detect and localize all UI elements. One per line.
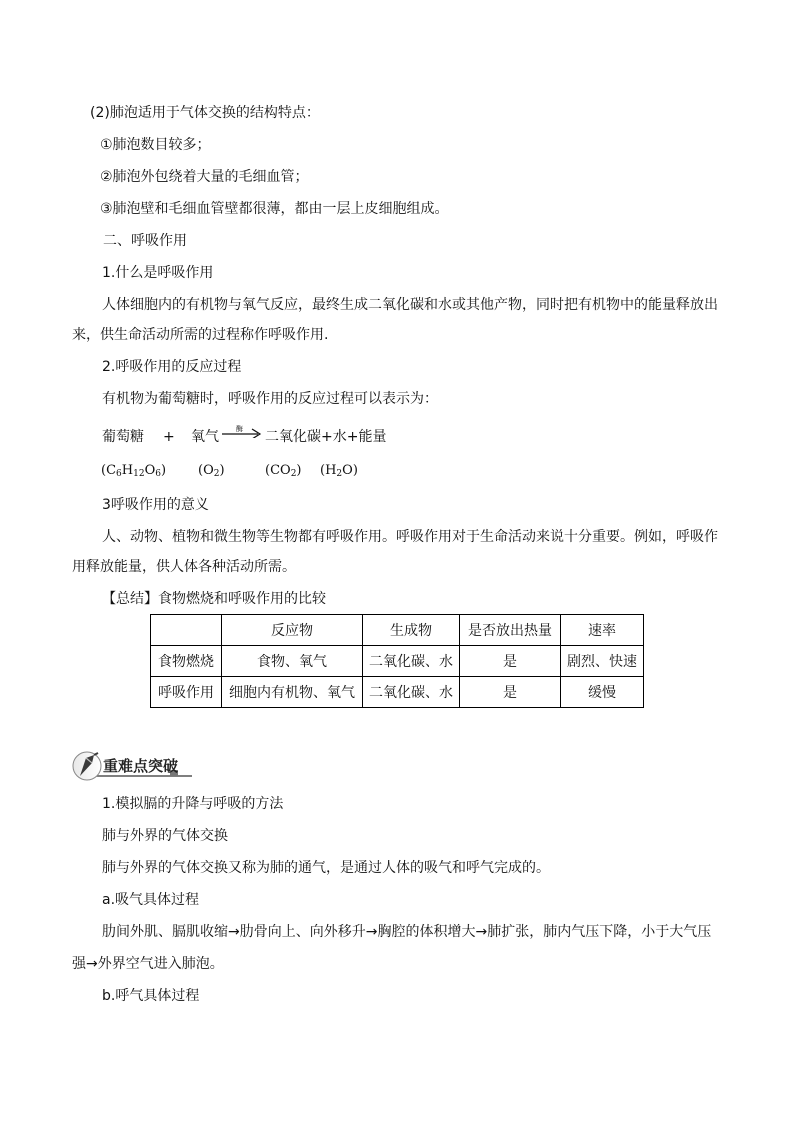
formula-glucose: $(C_6H_{12}O_6)$ xyxy=(101,463,167,479)
section-heading: 二、呼吸作用 xyxy=(103,233,187,249)
definition-line: 人体细胞内的有机物与氧气反应，最终生成二氧化碳和水或其他产物，同时把有机物中的能量释放出 xyxy=(102,297,718,313)
table-header-cell: 生成物 xyxy=(363,615,460,646)
step-heading: b.呼气具体过程 xyxy=(102,988,200,1004)
table-header-cell: 速率 xyxy=(561,615,644,646)
significance-line: 用释放能量，供人体各种活动所需。 xyxy=(72,559,296,575)
table-row xyxy=(151,677,644,708)
table-header-cell: 反应物 xyxy=(222,615,363,646)
table-header-cell xyxy=(151,615,222,646)
formula-water: $(H_2O)$ xyxy=(320,463,358,479)
reaction-condition: 酶 xyxy=(236,425,243,433)
significance-line: 人、动物、植物和微生物等生物都有呼吸作用。呼吸作用对于生命活动来说十分重要。例如，呼吸作 xyxy=(102,529,718,545)
paragraph-alveoli-features: (2)肺泡适用于气体交换的结构特点： xyxy=(90,105,320,121)
topic-heading: 肺与外界的气体交换 xyxy=(102,828,228,844)
reactant-glucose: 葡萄糖 xyxy=(102,429,144,445)
subsection-heading: 1.什么是呼吸作用 xyxy=(102,265,214,281)
table-cell: 缓慢 xyxy=(561,677,644,708)
body-text: 肺与外界的气体交换又称为肺的通气，是通过人体的吸气和呼气完成的。 xyxy=(102,860,550,876)
step-heading: a.吸气具体过程 xyxy=(102,892,200,908)
plus-sign: + xyxy=(163,429,175,445)
body-text: 肋间外肌、膈肌收缩→肋骨向上、向外移升→胸腔的体积增大→肺扩张，肺内气压下降，小于大气压 xyxy=(102,924,712,940)
comparison-table xyxy=(150,614,644,708)
table-cell: 二氧化碳、水 xyxy=(363,677,460,708)
table-header-cell: 是否放出热量 xyxy=(460,615,561,646)
formula-co2: $(CO_2)$ xyxy=(265,463,302,479)
products: 二氧化碳+水+能量 xyxy=(265,429,387,445)
subsection-heading: 3呼吸作用的意义 xyxy=(102,497,209,513)
reactant-oxygen: 氧气 xyxy=(191,429,219,445)
table-cell: 食物燃烧 xyxy=(151,646,222,677)
table-cell: 呼吸作用 xyxy=(151,677,222,708)
table-header-row xyxy=(151,615,644,646)
list-item: ①肺泡数目较多； xyxy=(100,137,211,153)
table-cell: 二氧化碳、水 xyxy=(363,646,460,677)
subsection-heading: 2.呼吸作用的反应过程 xyxy=(102,359,242,375)
reaction-intro: 有机物为葡萄糖时，呼吸作用的反应过程可以表示为： xyxy=(102,391,438,407)
table-cell: 是 xyxy=(460,646,561,677)
list-item: ③肺泡壁和毛细血管壁都很薄，都由一层上皮细胞组成。 xyxy=(100,201,449,217)
table-row xyxy=(151,646,644,677)
definition-line: 来，供生命活动所需的过程称作呼吸作用. xyxy=(72,327,329,343)
formula-oxygen: $(O_2)$ xyxy=(198,463,225,479)
table-cell: 细胞内有机物、氧气 xyxy=(222,677,363,708)
reaction-arrow-icon xyxy=(222,424,264,438)
body-text: 强→外界空气进入肺泡。 xyxy=(72,956,224,972)
summary-caption: 【总结】食物燃烧和呼吸作用的比较 xyxy=(102,591,326,607)
table-cell: 食物、氧气 xyxy=(222,646,363,677)
subsection-heading: 1.模拟膈的升降与呼吸的方法 xyxy=(102,796,284,812)
list-item: ②肺泡外包绕着大量的毛细血管； xyxy=(100,169,309,185)
table-cell: 是 xyxy=(460,677,561,708)
section-badge-label: 重难点突破 xyxy=(103,757,179,775)
table-cell: 剧烈、快速 xyxy=(561,646,644,677)
